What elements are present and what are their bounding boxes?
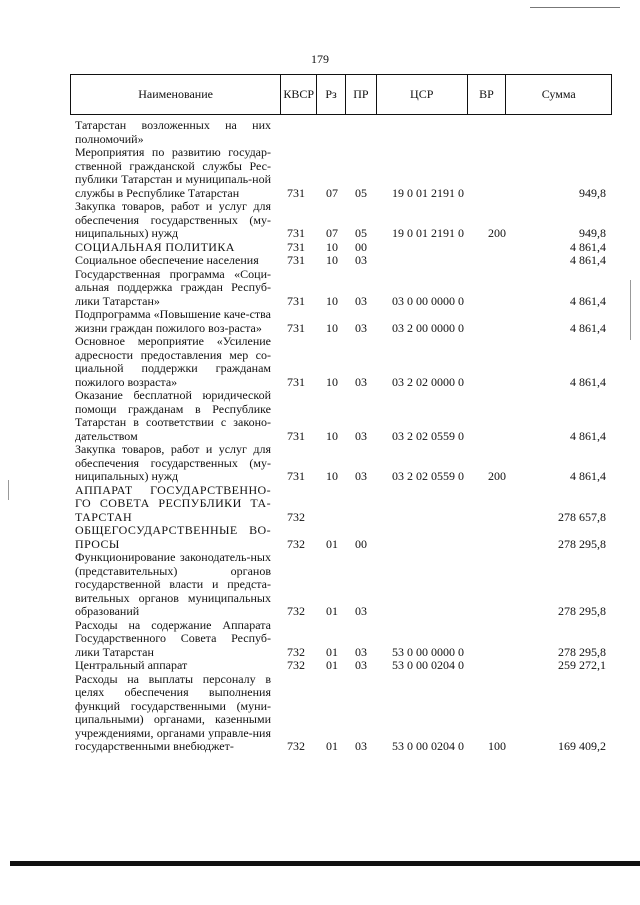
row-name: Расходы на выплаты персоналу в целях обеспечения выполнения функций государственными (муни-ципальными) органами, казенными учреждениями, органами управле-ния государственными внебюджет- — [75, 671, 271, 753]
scan-bottom-bar — [10, 861, 640, 866]
table-header — [70, 74, 612, 115]
cell-sum: 4 861,4 — [570, 253, 606, 267]
row-name: Закупка товаров, работ и услуг для обеспечения государственных (му-ниципальных) нужд — [75, 442, 271, 483]
cell-kvsr: 731 — [287, 293, 305, 308]
table-row — [0, 308, 640, 335]
cell-csr: 03 2 00 0000 0 — [392, 320, 464, 335]
scan-margin-mark — [630, 280, 631, 340]
header-pr: ПР — [346, 75, 377, 114]
cell-csr: 03 2 02 0000 0 — [392, 374, 464, 389]
cell-kvsr: 731 — [287, 428, 305, 443]
cell-sum: 278 657,8 — [558, 509, 606, 524]
top-edge-line — [530, 7, 620, 8]
cell-kvsr: 731 — [287, 374, 305, 389]
table-row — [0, 551, 640, 619]
row-name: Расходы на содержание Аппарата Государственного Совета Респуб-лики Татарстан — [75, 617, 271, 659]
table-row — [0, 484, 640, 525]
table-row — [0, 659, 640, 673]
cell-pr: 03 — [355, 428, 367, 443]
cell-csr: 19 0 01 2191 0 — [392, 226, 464, 240]
cell-kvsr: 732 — [287, 536, 305, 551]
cell-kvsr: 731 — [287, 253, 305, 267]
cell-rz: 01 — [326, 644, 338, 659]
cell-rz: 01 — [326, 536, 338, 551]
cell-sum: 4 861,4 — [570, 239, 606, 254]
row-name: Социальное обеспечение населения — [75, 253, 259, 267]
cell-kvsr: 731 — [287, 320, 305, 335]
cell-kvsr: 731 — [287, 469, 305, 483]
cell-sum: 278 295,8 — [558, 644, 606, 659]
row-name: ОБЩЕГОСУДАРСТВЕННЫЕ ВО-ПРОСЫ — [75, 523, 271, 551]
cell-sum: 4 861,4 — [570, 374, 606, 389]
cell-pr: 03 — [355, 604, 367, 618]
cell-kvsr: 731 — [287, 239, 305, 254]
cell-sum: 259 272,1 — [558, 658, 606, 672]
cell-rz: 10 — [326, 428, 338, 443]
table-row — [0, 443, 640, 484]
cell-pr: 03 — [355, 644, 367, 659]
scan-margin-mark — [8, 480, 9, 500]
cell-pr: 00 — [355, 536, 367, 551]
row-name: Оказание бесплатной юридической помощи гражданам в Республике Татарстан в соответствии с законо-дательством — [75, 388, 271, 443]
table-row — [0, 389, 640, 443]
cell-csr: 53 0 00 0204 0 — [392, 739, 464, 753]
cell-pr: 03 — [355, 658, 367, 672]
cell-sum: 4 861,4 — [570, 293, 606, 308]
row-name: Татарстан возложенных на них полномочий» — [75, 118, 271, 146]
table-row — [0, 673, 640, 754]
row-name: СОЦИАЛЬНАЯ ПОЛИТИКА — [75, 239, 235, 254]
cell-csr: 19 0 01 2191 0 — [392, 185, 464, 200]
cell-sum: 949,8 — [579, 185, 606, 200]
cell-rz: 01 — [326, 604, 338, 618]
cell-kvsr: 732 — [287, 604, 305, 618]
cell-kvsr: 732 — [287, 509, 305, 524]
header-csr: ЦСР — [377, 75, 468, 114]
cell-pr: 03 — [355, 739, 367, 753]
cell-rz: 10 — [326, 374, 338, 389]
cell-kvsr: 732 — [287, 658, 305, 672]
table-row — [0, 524, 640, 551]
cell-vr: 200 — [488, 469, 506, 483]
cell-vr: 200 — [488, 226, 506, 240]
cell-rz: 10 — [326, 293, 338, 308]
cell-rz: 10 — [326, 469, 338, 483]
cell-sum: 4 861,4 — [570, 320, 606, 335]
header-kvsr: КВСР — [281, 75, 317, 114]
cell-csr: 03 0 00 0000 0 — [392, 293, 464, 308]
table-row — [0, 119, 640, 146]
table-row — [0, 200, 640, 241]
cell-pr: 03 — [355, 374, 367, 389]
row-name: Мероприятия по развитию государ-ственной гражданской службы Рес-публики Татарстан и муниципаль-ной службы в Республике Татарстан — [75, 145, 271, 200]
cell-pr: 03 — [355, 320, 367, 335]
table-row — [0, 268, 640, 309]
row-name: Государственная программа «Соци-альная поддержка граждан Респуб-лики Татарстан» — [75, 266, 271, 308]
table-row — [0, 241, 640, 255]
cell-kvsr: 732 — [287, 644, 305, 659]
row-name: Функционирование законодатель-ных (представительных) органов государственной власти и предста-вительных органов муниципальных образований — [75, 550, 271, 618]
header-name: Наименование — [71, 75, 281, 114]
cell-pr: 03 — [355, 293, 367, 308]
row-name: Центральный аппарат — [75, 658, 188, 672]
cell-csr: 53 0 00 0000 0 — [392, 644, 464, 659]
row-name: Подпрограмма «Повышение каче-ства жизни граждан пожилого воз-раста» — [75, 307, 271, 335]
page-number: 179 — [311, 52, 329, 66]
cell-sum: 278 295,8 — [558, 536, 606, 551]
cell-rz: 01 — [326, 739, 338, 753]
cell-rz: 10 — [326, 239, 338, 254]
cell-pr: 00 — [355, 239, 367, 254]
cell-sum: 949,8 — [579, 226, 606, 240]
cell-rz: 07 — [326, 226, 338, 240]
cell-pr: 05 — [355, 185, 367, 200]
table-row — [0, 146, 640, 200]
cell-pr: 03 — [355, 469, 367, 483]
header-vr: ВР — [468, 75, 507, 114]
cell-pr: 03 — [355, 253, 367, 267]
cell-csr: 53 0 00 0204 0 — [392, 658, 464, 672]
table-row — [0, 619, 640, 660]
cell-kvsr: 732 — [287, 739, 305, 753]
cell-kvsr: 731 — [287, 185, 305, 200]
row-name: АППАРАТ ГОСУДАРСТВЕННО-ГО СОВЕТА РЕСПУБЛИКИ ТА-ТАРСТАН — [75, 482, 271, 524]
cell-rz: 10 — [326, 320, 338, 335]
cell-sum: 278 295,8 — [558, 604, 606, 618]
header-rz: Рз — [317, 75, 346, 114]
cell-sum: 169 409,2 — [558, 739, 606, 753]
cell-sum: 4 861,4 — [570, 469, 606, 483]
table-row — [0, 335, 640, 389]
cell-sum: 4 861,4 — [570, 428, 606, 443]
cell-rz: 01 — [326, 658, 338, 672]
cell-pr: 05 — [355, 226, 367, 240]
cell-rz: 07 — [326, 185, 338, 200]
header-sum: Сумма — [541, 87, 576, 101]
table-row — [0, 254, 640, 268]
cell-csr: 03 2 02 0559 0 — [392, 469, 464, 483]
cell-csr: 03 2 02 0559 0 — [392, 428, 464, 443]
row-name: Основное мероприятие «Усиление адресности предоставления мер со-циальной поддержки гражданам пожилого возраста» — [75, 334, 271, 389]
cell-kvsr: 731 — [287, 226, 305, 240]
row-name: Закупка товаров, работ и услуг для обеспечения государственных (му-ниципальных) нужд — [75, 199, 271, 240]
cell-vr: 100 — [488, 739, 506, 753]
cell-rz: 10 — [326, 253, 338, 267]
table-body — [0, 119, 640, 754]
